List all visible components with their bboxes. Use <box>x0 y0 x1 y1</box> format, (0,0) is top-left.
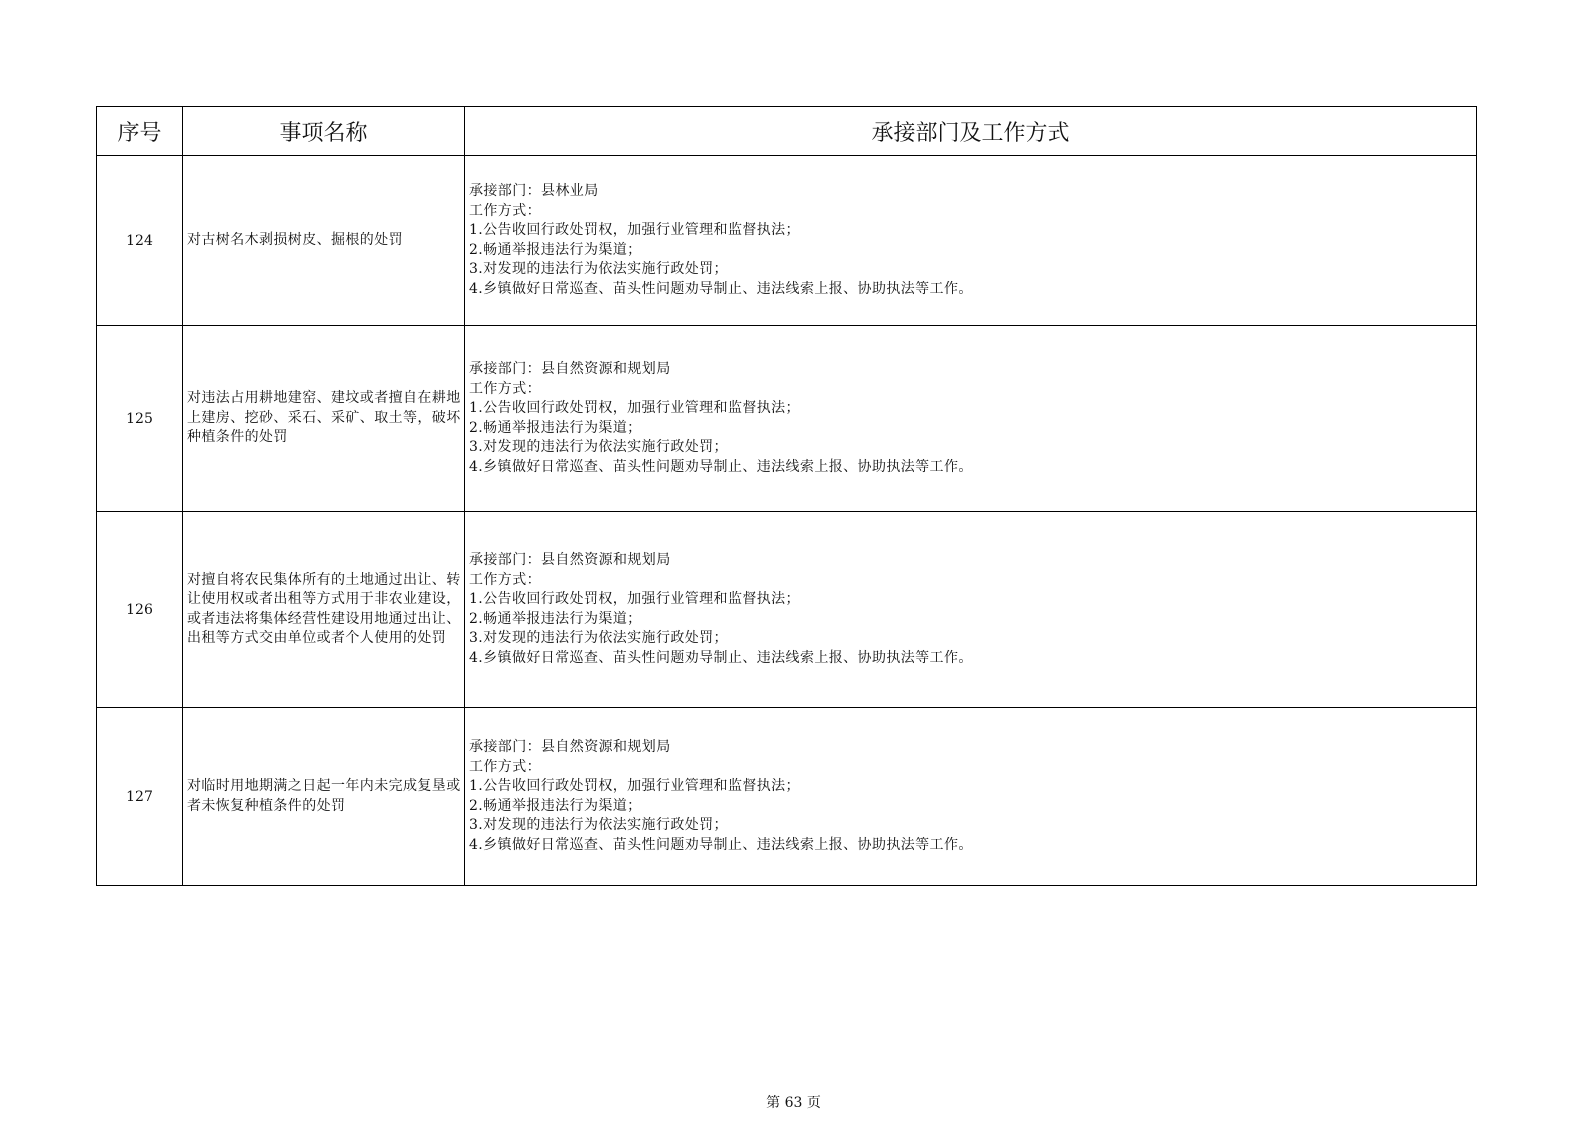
dept-line: 3.对发现的违法行为依法实施行政处罚； <box>469 439 728 455</box>
dept-line: 工作方式： <box>469 571 541 588</box>
dept-line: 1.公告收回行政处罚权，加强行业管理和监督执法； <box>469 400 800 416</box>
table-row <box>97 512 1477 708</box>
dept-line: 工作方式： <box>469 380 541 397</box>
dept-line: 承接部门：县自然资源和规划局 <box>469 739 671 755</box>
row-item-name: 对临时用地期满之日起一年内未完成复垦或者未恢复种植条件的处罚 <box>183 708 465 886</box>
row-dept-method <box>465 708 1477 886</box>
dept-line: 3.对发现的违法行为依法实施行政处罚； <box>469 630 728 646</box>
dept-line: 4.乡镇做好日常巡查、苗头性问题劝导制止、违法线索上报、协助执法等工作。 <box>469 836 973 853</box>
dept-line: 承接部门：县林业局 <box>469 183 599 199</box>
dept-line: 2.畅通举报违法行为渠道； <box>469 241 642 258</box>
row-index: 124 <box>97 156 183 326</box>
header-dept-method: 承接部门及工作方式 <box>465 107 1477 156</box>
dept-line: 3.对发现的违法行为依法实施行政处罚； <box>469 817 728 833</box>
dept-line: 1.公告收回行政处罚权，加强行业管理和监督执法； <box>469 778 800 794</box>
dept-line: 1.公告收回行政处罚权，加强行业管理和监督执法； <box>469 222 800 238</box>
row-item-name: 对违法占用耕地建窑、建坟或者擅自在耕地上建房、挖砂、采石、采矿、取土等，破坏种植条件的处罚 <box>183 326 465 512</box>
dept-line: 工作方式： <box>469 202 541 219</box>
dept-line: 2.畅通举报违法行为渠道； <box>469 797 642 814</box>
dept-line: 承接部门：县自然资源和规划局 <box>469 361 671 377</box>
row-index: 127 <box>97 708 183 886</box>
row-index: 125 <box>97 326 183 512</box>
dept-line: 2.畅通举报违法行为渠道； <box>469 419 642 436</box>
dept-line: 4.乡镇做好日常巡查、苗头性问题劝导制止、违法线索上报、协助执法等工作。 <box>469 458 973 475</box>
row-index: 126 <box>97 512 183 708</box>
row-dept-method <box>465 512 1477 708</box>
table-body <box>97 156 1477 886</box>
row-item-name: 对擅自将农民集体所有的土地通过出让、转让使用权或者出租等方式用于非农业建设，或者违法将集体经营性建设用地通过出让、出租等方式交由单位或者个人使用的处罚 <box>183 512 465 708</box>
table-header-row <box>97 107 1477 156</box>
row-dept-method <box>465 156 1477 326</box>
dept-line: 4.乡镇做好日常巡查、苗头性问题劝导制止、违法线索上报、协助执法等工作。 <box>469 280 973 297</box>
dept-line: 4.乡镇做好日常巡查、苗头性问题劝导制止、违法线索上报、协助执法等工作。 <box>469 649 973 666</box>
row-dept-method <box>465 326 1477 512</box>
dept-line: 承接部门：县自然资源和规划局 <box>469 552 671 568</box>
table-row <box>97 708 1477 886</box>
header-index: 序号 <box>97 107 183 156</box>
dept-line: 工作方式： <box>469 758 541 775</box>
header-item-name: 事项名称 <box>183 107 465 156</box>
dept-line: 2.畅通举报违法行为渠道； <box>469 610 642 627</box>
table-row <box>97 326 1477 512</box>
table-row <box>97 156 1477 326</box>
dept-line: 3.对发现的违法行为依法实施行政处罚； <box>469 261 728 277</box>
document-table <box>96 106 1477 886</box>
page-number: 第 63 页 <box>766 1095 821 1111</box>
dept-line: 1.公告收回行政处罚权，加强行业管理和监督执法； <box>469 591 800 607</box>
row-item-name: 对古树名木剥损树皮、掘根的处罚 <box>183 156 465 326</box>
